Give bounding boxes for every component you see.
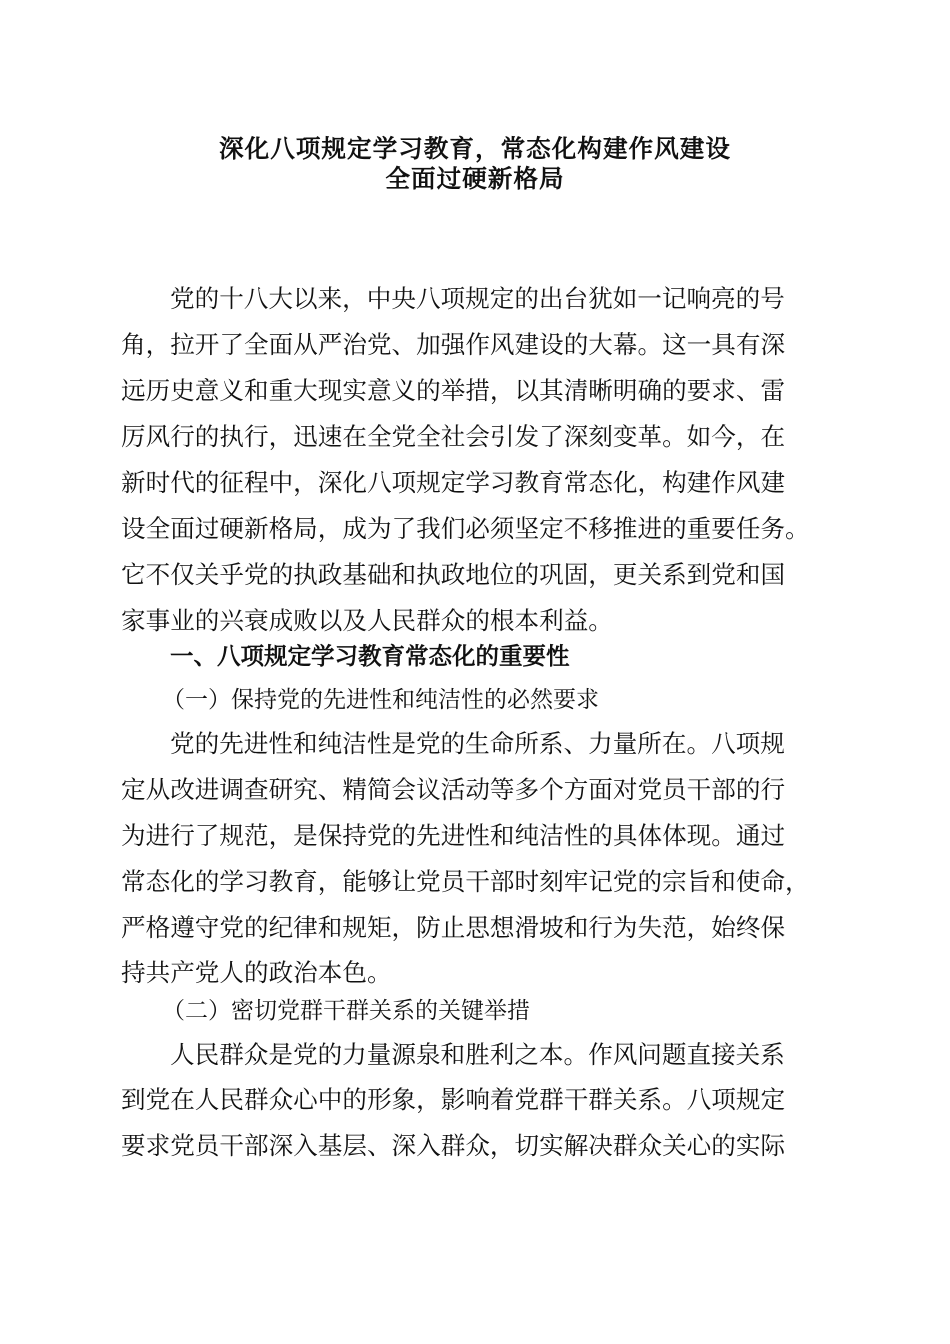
sub1-line-3: 为进行了规范，是保持党的先进性和纯洁性的具体体现。通过 bbox=[121, 821, 786, 850]
section-heading-1: 一、八项规定学习教育常态化的重要性 bbox=[170, 642, 570, 670]
sub1-line-2: 定从改进调查研究、精简会议活动等多个方面对党员干部的行 bbox=[121, 775, 786, 804]
sub2-line-1: 人民群众是党的力量源泉和胜利之本。作风问题直接关系 bbox=[170, 1040, 785, 1069]
sub2-line-2: 到党在人民群众心中的形象，影响着党群干群关系。八项规定 bbox=[121, 1085, 786, 1114]
sub2-line-3: 要求党员干部深入基层、深入群众，切实解决群众关心的实际 bbox=[121, 1131, 786, 1160]
intro-line-7: 它不仅关乎党的执政基础和执政地位的巩固，更关系到党和国 bbox=[121, 560, 786, 589]
sub1-line-1: 党的先进性和纯洁性是党的生命所系、力量所在。八项规 bbox=[170, 729, 785, 758]
intro-line-2: 角，拉开了全面从严治党、加强作风建设的大幕。这一具有深 bbox=[121, 330, 786, 359]
sub1-line-4: 常态化的学习教育，能够让党员干部时刻牢记党的宗旨和使命， bbox=[121, 867, 810, 896]
title-line-1: 深化八项规定学习教育，常态化构建作风建设 bbox=[219, 134, 731, 163]
title-line-2: 全面过硬新格局 bbox=[385, 164, 565, 193]
subsection-heading-2: （二）密切党群干群关系的关键举措 bbox=[162, 998, 530, 1024]
intro-line-1: 党的十八大以来，中央八项规定的出台犹如一记响亮的号 bbox=[170, 284, 785, 313]
sub1-line-6: 持共产党人的政治本色。 bbox=[121, 958, 392, 987]
document-title bbox=[110, 134, 840, 194]
subsection-heading-1: （一）保持党的先进性和纯洁性的必然要求 bbox=[162, 687, 599, 713]
intro-line-3: 远历史意义和重大现实意义的举措，以其清晰明确的要求、雷 bbox=[121, 376, 786, 405]
intro-line-8: 家事业的兴衰成败以及人民群众的根本利益。 bbox=[121, 606, 613, 635]
intro-line-6: 设全面过硬新格局，成为了我们必须坚定不移推进的重要任务。 bbox=[121, 514, 810, 543]
intro-line-4: 厉风行的执行，迅速在全党全社会引发了深刻变革。如今，在 bbox=[121, 422, 786, 451]
sub1-line-5: 严格遵守党的纪律和规矩，防止思想滑坡和行为失范，始终保 bbox=[121, 913, 786, 942]
intro-line-5: 新时代的征程中，深化八项规定学习教育常态化，构建作风建 bbox=[121, 468, 786, 497]
